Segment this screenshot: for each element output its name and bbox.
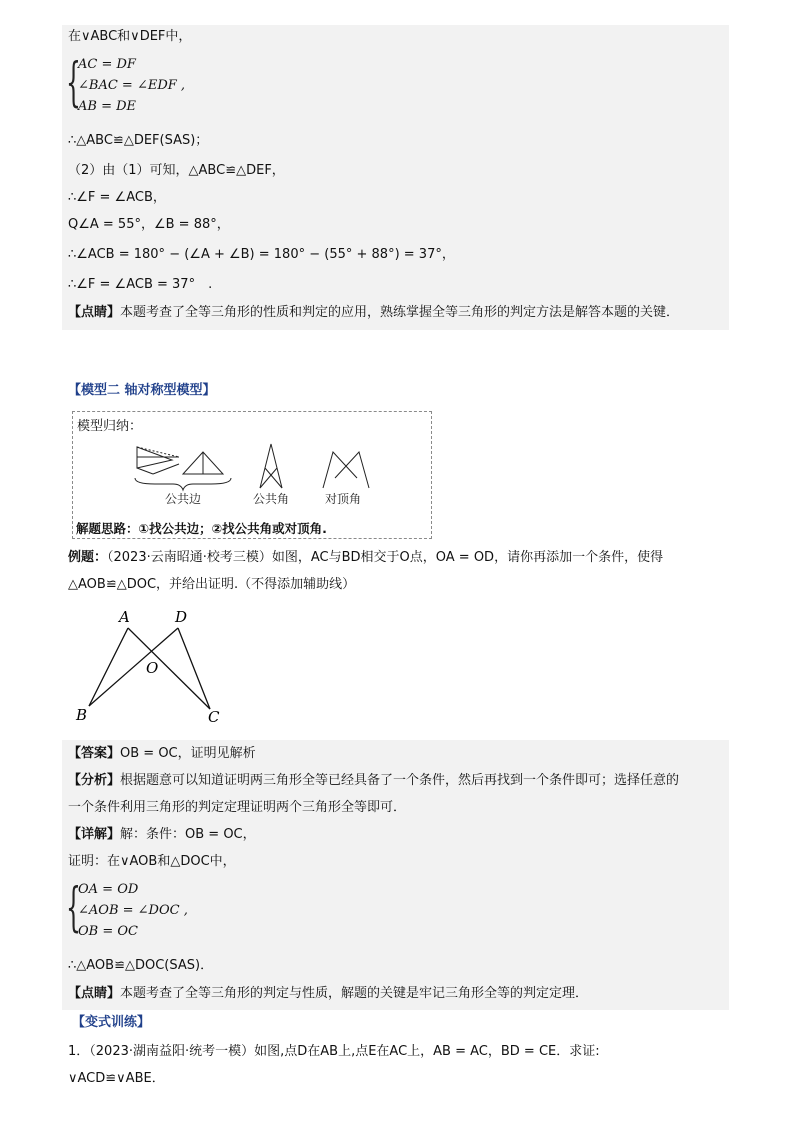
segment-DB — [89, 628, 178, 706]
equation-system-2 — [78, 879, 188, 942]
detail-tag: 【详解】 — [68, 827, 121, 842]
analysis-line-1 — [68, 772, 679, 790]
point-D-label: D — [175, 608, 188, 626]
example-text: （2023·云南昭通·校考三模）如图，AC与BD相交于O点，OA = OD，请你再添加一个条件，使得 — [107, 550, 664, 565]
caption-common-side: 公共边 — [165, 492, 202, 506]
practice-heading: 【变式训练】 — [72, 1015, 151, 1030]
practice-q1-line-1: 1．（2023·湖南益阳·统考一模）如图,点D在AB上,点E在AC上，AB = AC，BD = CE．求证: — [68, 1044, 600, 1059]
dianjing-tag: 【点睛】 — [68, 986, 121, 1001]
point-A-label: A — [119, 608, 130, 626]
answer-line — [68, 745, 256, 763]
model-box-title: 模型归纳： — [77, 419, 143, 434]
practice-q1-line-2: ∨ACD≌∨ABE． — [68, 1071, 165, 1086]
step2-line-b: Q∠A = 55°，∠B = 88°， — [68, 217, 230, 232]
step2-line-c: ∴∠ACB = 180° − (∠A + ∠B) = 180° − (55° + 88°) = 37°， — [68, 247, 455, 262]
analysis-text: 根据题意可以知道证明两三角形全等已经具备了一个条件，然后再找到一个条件即可；选择任意的 — [120, 773, 680, 788]
common-side-figure — [137, 447, 223, 474]
system-brace-2: { — [66, 878, 81, 938]
analysis-tag: 【分析】 — [68, 773, 121, 788]
segment-DC — [178, 628, 210, 709]
equation-row: OA = OD — [78, 882, 139, 897]
solution-line-1: 在∨ABC和∨DEF中， — [68, 29, 192, 44]
dianjing-tag: 【点睛】 — [68, 305, 121, 320]
equation-row: ∠BAC = ∠EDF , — [78, 78, 186, 93]
equation-row: ∠AOB = ∠DOC , — [78, 903, 188, 918]
model-summary-box — [72, 411, 432, 539]
example-label: 例题： — [68, 550, 108, 565]
congruence-conclusion-1: ∴△ABC≌△DEF(SAS)； — [68, 133, 209, 148]
point-B-label: B — [76, 706, 88, 724]
segment-AB — [89, 628, 128, 706]
system-brace-1: { — [66, 53, 81, 113]
analysis-line-2: 一个条件利用三角形的判定定理证明两个三角形全等即可． — [68, 800, 407, 815]
detail-text: 解：条件：OB = OC， — [120, 827, 256, 842]
step2-line-a: ∴∠F = ∠ACB， — [68, 190, 166, 205]
point-C-label: C — [208, 708, 220, 726]
step2-intro: （2）由（1）可知，△ABC≌△DEF， — [68, 163, 285, 178]
example-line-2: △AOB≌△DOC，并给出证明.（不得添加辅助线） — [68, 577, 356, 592]
answer-tag: 【答案】 — [68, 746, 121, 761]
dianjing-text: 本题考查了全等三角形的性质和判定的应用，熟练掌握全等三角形的判定方法是解答本题的关键． — [120, 305, 680, 320]
caption-brace — [135, 478, 231, 490]
congruence-conclusion-2: ∴△AOB≌△DOC(SAS)． — [68, 958, 214, 973]
dianjing-text: 本题考查了全等三角形的判定与性质，解题的关键是牢记三角形全等的判定定理． — [120, 986, 589, 1001]
segment-AC — [128, 628, 210, 709]
equation-row: AB = DE — [78, 99, 137, 114]
detail-line — [68, 826, 256, 844]
dianjing-1 — [68, 304, 679, 322]
model2-heading: 【模型二 轴对称型模型】 — [68, 383, 216, 398]
solution-idea: 解题思路：①找公共边；②找公共角或对顶角. — [76, 521, 327, 536]
equation-row: AC = DF — [78, 57, 136, 72]
equation-row: OB = OC — [78, 924, 138, 939]
vertical-angle-figure — [323, 452, 369, 488]
example-line-1 — [68, 549, 663, 567]
dianjing-2 — [68, 985, 588, 1003]
point-O-label: O — [146, 659, 159, 677]
caption-vertical-angle: 对顶角 — [325, 492, 362, 506]
equation-system-1 — [78, 54, 185, 117]
proof-intro: 证明：在∨AOB和△DOC中， — [68, 854, 236, 869]
caption-common-angle: 公共角 — [253, 492, 290, 506]
common-angle-figure — [260, 444, 282, 488]
answer-text: OB = OC，证明见解析 — [120, 746, 256, 761]
step2-line-d: ∴∠F = ∠ACB = 37° . — [68, 277, 213, 292]
